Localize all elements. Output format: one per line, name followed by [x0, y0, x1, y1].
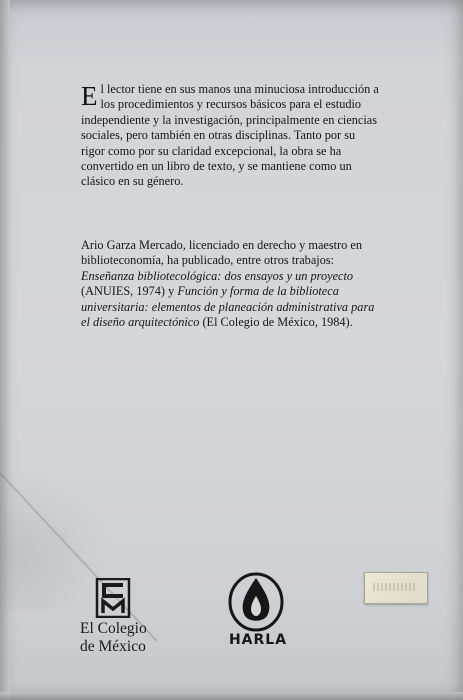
colegio-de-mexico-logo-icon	[92, 578, 134, 618]
bio-intro: Ario Garza Mercado, licenciado en derecho y maestro en biblioteconomía, ha publicado, entre otros trabajos:	[81, 238, 362, 268]
harla-name: HARLA	[228, 632, 288, 648]
book-description	[81, 82, 381, 190]
price-sticker	[364, 572, 428, 604]
bio-work1-title: Enseñanza bibliotecológica: dos ensayos y un proyecto	[81, 268, 354, 283]
bio-work2-title: Función y forma de la biblioteca universitaria: elementos de planeación administrativa para el diseño arquitectónico	[81, 284, 375, 330]
colmex-line-1: El Colegio	[80, 620, 147, 637]
drop-cap: E	[81, 81, 98, 111]
author-bio	[81, 238, 381, 330]
bio-work2-info: (El Colegio de México, 1984).	[199, 315, 353, 330]
bio-work1-info: (ANUIES, 1974) y	[81, 284, 178, 299]
colmex-name	[80, 620, 190, 656]
description-text: l lector tiene en sus manos una minuciosa introducción a los procedimientos y recursos básicos para el estudio independiente y la investigación, principalmente en ciencias sociales, pero también en otras disciplinas. Tanto por su rigor como por su claridad excepcional, la obra se ha convertido en un libro de texto, y se mantiene como un clásico en su género.	[81, 82, 379, 189]
colmex-line-2: de México	[80, 638, 146, 655]
cover-bottom-edge	[0, 692, 463, 700]
harla-flame-logo-icon	[228, 572, 284, 632]
